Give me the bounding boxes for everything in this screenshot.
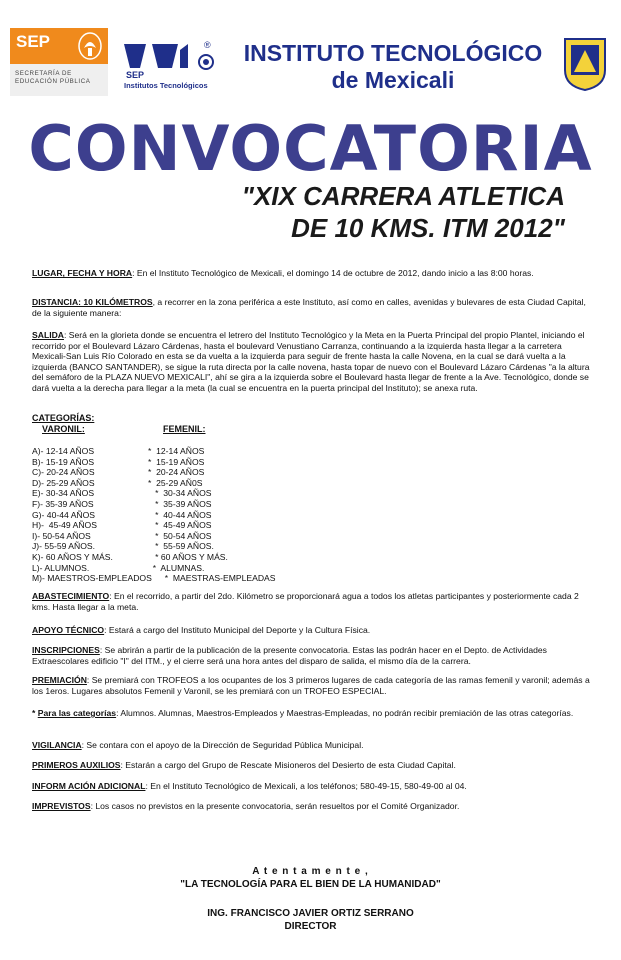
info-text: : En el Instituto Tecnológico de Mexicali, a los teléfonos; 580-49-15, 580-49-00 al 04. <box>145 781 467 791</box>
institute-title <box>228 40 558 94</box>
femenil-category-item: * 15-19 AÑOS <box>148 456 205 467</box>
premiacion-section <box>32 675 592 696</box>
distancia-section <box>32 297 592 318</box>
varonil-category-item: G)- 40-44 AÑOS <box>32 509 96 520</box>
varonil-category-item: M)- MAESTROS-EMPLEADOS <box>32 573 152 584</box>
apoyo-section <box>32 625 592 636</box>
auxilios-label: PRIMEROS AUXILIOS <box>32 760 121 770</box>
varonil-category-item: H)- 45-49 AÑOS <box>32 520 97 531</box>
varonil-category-item: I)- 50-54 AÑOS <box>32 530 91 541</box>
lugar-section <box>32 268 592 279</box>
femenil-category-item: * 35-39 AÑOS <box>148 498 212 509</box>
director-title: DIRECTOR <box>284 921 337 932</box>
institute-line1: INSTITUTO TECNOLÓGICO <box>243 40 543 66</box>
premiacion-text: : Se premiará con TROFEOS a los ocupantes de los 3 primeros lugares de cada categoría de las ramas femenil y varonil; además a los 1eros. Lugares absolutos Femenil y Varonil, se les premiará con un TROFEO ESPECIAL. <box>32 675 590 696</box>
atentamente: A t e n t a m e n t e , <box>252 866 369 877</box>
para-categorias-section <box>32 708 592 719</box>
registered-mark: ® <box>204 40 211 50</box>
distancia-label: DISTANCIA: 10 KILÓMETROS <box>32 297 153 307</box>
info-section <box>32 781 592 792</box>
femenil-category-item: * MAESTRAS-EMPLEADAS <box>148 573 276 584</box>
femenil-category-item: * 30-34 AÑOS <box>148 488 212 499</box>
femenil-category-item: * 55-59 AÑOS. <box>148 541 214 552</box>
lugar-text: : En el Instituto Tecnológico de Mexicali, el domingo 14 de octubre de 2012, dando inicio a las 8:00 horas. <box>132 268 534 278</box>
vigilancia-text: : Se contara con el apoyo de la Dirección de Seguridad Pública Municipal. <box>81 740 364 750</box>
institute-line2: de Mexicali <box>331 67 455 93</box>
abastecimiento-section <box>32 591 592 612</box>
vigilancia-label: VIGILANCIA <box>32 740 82 750</box>
sep-logo <box>10 28 108 96</box>
femenil-category-item: * 50-54 AÑOS <box>148 530 212 541</box>
varonil-category-item: A)- 12-14 AÑOS <box>32 446 95 456</box>
femenil-category-item: * 25-29 AÑ0S <box>148 477 203 488</box>
event-subtitle-line2: DE 10 KMS. ITM 2012" <box>291 213 565 243</box>
it-logo-name: Institutos Tecnológicos <box>124 81 208 90</box>
varonil-category-item: K)- 60 AÑOS Y MÁS. <box>32 551 113 562</box>
sep-logo-text: SEP <box>16 32 51 51</box>
itm-crest-icon <box>562 36 608 92</box>
imprevistos-label: IMPREVISTOS <box>32 801 91 811</box>
inscripciones-text: : Se abrirán a partir de la publicación de la presente convocatoria. Estas las podrán hacer en el Depto. de Actividades Extraescolares edificio "I" del ITM., y el cierre será una hora antes del disparo de salida, el mismo día de la carrera. <box>32 645 547 666</box>
page-title: CONVOCATORIA <box>28 112 593 185</box>
salida-section <box>32 330 592 394</box>
abastecimiento-text: : En el recorrido, a partir del 2do. Kilómetro se proporcionará agua a todos los atletas participantes y posteriormente cada 2 kms. Hasta llegar a la meta. <box>32 591 579 612</box>
femenil-category-item: * 20-24 AÑOS <box>148 467 205 478</box>
femenil-list <box>148 446 276 584</box>
femenil-category-item: * 60 AÑOS Y MÁS. <box>148 551 228 562</box>
femenil-category-item: * 45-49 AÑOS <box>148 520 212 531</box>
varonil-category-item: B)- 15-19 AÑOS <box>32 456 95 467</box>
inscripciones-label: INSCRIPCIONES <box>32 645 100 655</box>
vigilancia-section <box>32 740 592 751</box>
femenil-category-item: * 40-44 AÑOS <box>148 509 212 520</box>
femenil-heading: FEMENIL: <box>163 424 206 434</box>
femenil-category-item: * ALUMNAS. <box>148 562 205 573</box>
salida-label: SALIDA <box>32 330 64 340</box>
sep-logo-subtitle <box>15 70 91 86</box>
para-text: : Alumnos. Alumnas, Maestros-Empleados y Maestras-Empleadas, no podrán recibir premiación de las otras categorías. <box>116 708 574 718</box>
director-name: ING. FRANCISCO JAVIER ORTIZ SERRANO <box>207 908 414 919</box>
varonil-category-item: C)- 20-24 AÑOS <box>32 467 95 478</box>
para-prefix: * <box>32 708 38 718</box>
auxilios-section <box>32 760 592 771</box>
auxilios-text: : Estarán a cargo del Grupo de Rescate Misioneros del Desierto de esta Ciudad Capital. <box>120 760 456 770</box>
salida-text: : Será en la glorieta donde se encuentra el letrero del Instituto Tecnológico y la Meta en la Puerta Principal del propio Plantel, iniciando el recorrido por el Boulevard Lázaro Cárdenas, hasta el boulevard Venustiano Carranza, continuando a la izquierda hasta llegar a la carretera Mexicali-San Luis Río Colorado en esta se da vuelta a la izquierda para seguir de frente hasta la calle Novena, en la cual se dará vuelta a la izquierda (BANCO SANTANDER), se sigue la ruta directa por la calle novena, hasta topar de nuevo con el Boulevard Lázaro Cárdenas "a la altura del semáforo de la PLAZA NUEVO MEXICALI", ahí se gira a la izquierda sobre el Boulevard hasta llegar de frente a la Ave. Tecnológico, donde se dará vuelta a la derecha para llegar a la meta (la cual se encuentra en la puerta principal del Instituto); se anexa ruta. <box>32 330 590 393</box>
apoyo-text: : Estará a cargo del Instituto Municipal del Deporte y la Cultura Física. <box>104 625 371 635</box>
varonil-category-item: D)- 25-29 AÑOS <box>32 477 95 488</box>
imprevistos-text: : Los casos no previstos en la presente convocatoria, serán resueltos por el Comité Organizador. <box>90 801 460 811</box>
mexican-eagle-icon <box>76 30 104 62</box>
varonil-category-item: E)- 30-34 AÑOS <box>32 488 95 499</box>
info-label: INFORM ACIÓN ADICIONAL <box>32 781 146 791</box>
it-emblem-icon <box>118 40 218 72</box>
femenil-category-item: * 12-14 AÑOS <box>148 446 205 456</box>
varonil-category-item: L)- ALUMNOS. <box>32 562 90 573</box>
institutos-tecnologicos-logo <box>118 40 218 96</box>
varonil-heading: VARONIL: <box>42 424 85 434</box>
para-label: Para las categorías <box>37 708 117 718</box>
varonil-list <box>32 446 152 584</box>
imprevistos-section <box>32 801 592 812</box>
event-subtitle <box>242 180 565 244</box>
apoyo-label: APOYO TÉCNICO <box>32 625 105 635</box>
sep-subtitle-line1: SECRETARÍA DE <box>15 70 72 77</box>
distancia-text: , a recorrer en la zona periférica a este Instituto, así como en calles, avenidas y bulevares de esta Ciudad Capital, de la siguiente manera: <box>32 297 586 318</box>
varonil-category-item: J)- 55-59 AÑOS. <box>32 541 96 552</box>
premiacion-label: PREMIACIÓN <box>32 675 87 685</box>
motto: "LA TECNOLOGÍA PARA EL BIEN DE LA HUMANIDAD" <box>180 879 441 890</box>
event-subtitle-line1: "XIX CARRERA ATLETICA <box>241 181 565 211</box>
abastecimiento-label: ABASTECIMIENTO <box>32 591 110 601</box>
inscripciones-section <box>32 645 592 666</box>
sep-subtitle-line2: EDUCACIÓN PÚBLICA <box>15 78 91 85</box>
categorias-heading: CATEGORÍAS: <box>32 413 95 423</box>
it-logo-sep: SEP <box>126 70 145 80</box>
varonil-category-item: F)- 35-39 AÑOS <box>32 498 94 509</box>
lugar-label: LUGAR, FECHA Y HORA <box>32 268 133 278</box>
